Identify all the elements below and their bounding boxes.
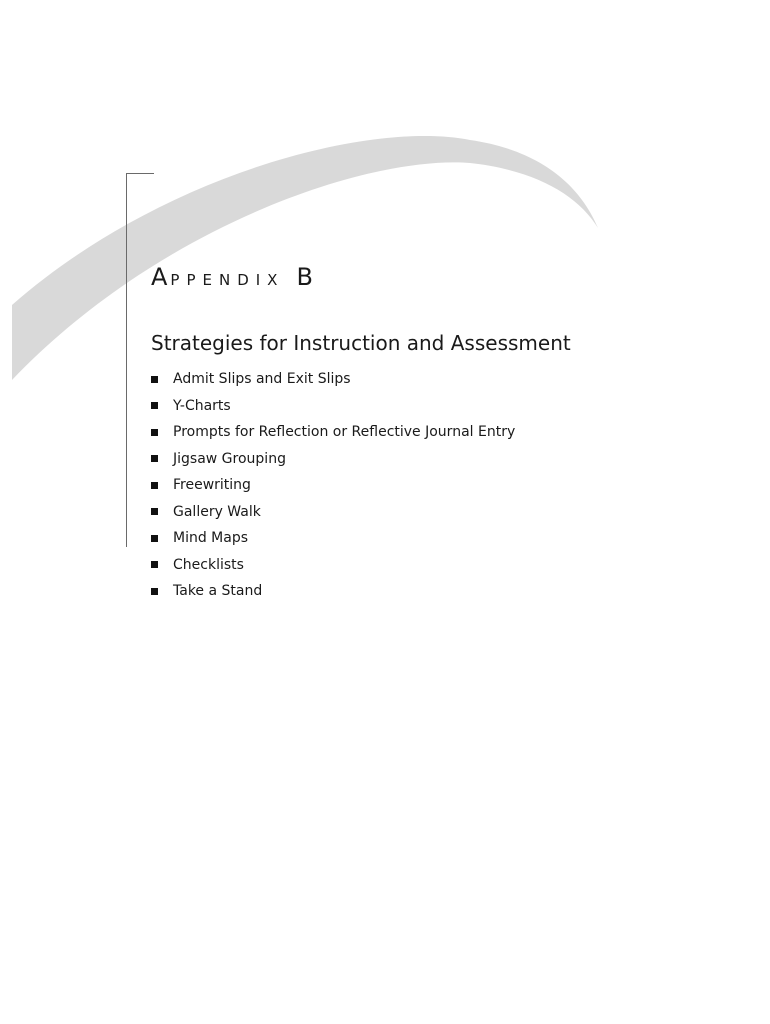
square-bullet-icon xyxy=(151,455,158,462)
chapter-bracket xyxy=(126,173,154,547)
list-item-label: Mind Maps xyxy=(173,530,249,547)
list-item-label: Gallery Walk xyxy=(173,503,261,520)
list-item xyxy=(151,472,515,499)
square-bullet-icon xyxy=(151,561,158,568)
list-item-label: Y-Charts xyxy=(173,397,231,414)
appendix-letter: B xyxy=(296,263,313,291)
square-bullet-icon xyxy=(151,429,158,436)
square-bullet-icon xyxy=(151,376,158,383)
section-title: Strategies for Instruction and Assessment xyxy=(151,331,571,355)
square-bullet-icon xyxy=(151,482,158,489)
list-item xyxy=(151,446,515,473)
list-item xyxy=(151,552,515,579)
list-item-label: Jigsaw Grouping xyxy=(173,450,286,467)
square-bullet-icon xyxy=(151,402,158,409)
square-bullet-icon xyxy=(151,508,158,515)
list-item-label: Checklists xyxy=(173,556,244,573)
list-item-label: Freewriting xyxy=(173,477,251,494)
appendix-word-initial: A xyxy=(151,263,171,291)
list-item xyxy=(151,419,515,446)
square-bullet-icon xyxy=(151,588,158,595)
strategy-list xyxy=(151,366,515,605)
appendix-word-rest: PPENDIX xyxy=(170,271,285,289)
square-bullet-icon xyxy=(151,535,158,542)
list-item xyxy=(151,393,515,420)
list-item xyxy=(151,578,515,605)
list-item-label: Take a Stand xyxy=(173,583,263,600)
list-item xyxy=(151,525,515,552)
list-item-label: Admit Slips and Exit Slips xyxy=(173,371,351,388)
list-item xyxy=(151,499,515,526)
appendix-heading xyxy=(151,262,313,295)
list-item xyxy=(151,366,515,393)
list-item-label: Prompts for Reflection or Reflective Journal Entry xyxy=(173,424,516,441)
